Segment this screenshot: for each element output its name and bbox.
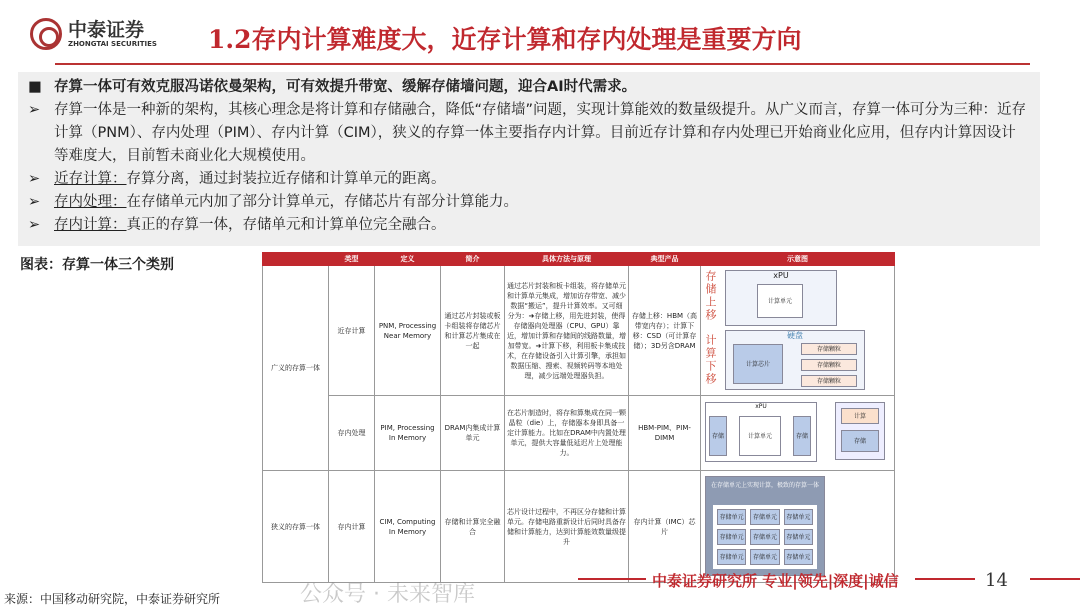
- arrow-bullet-icon: ➢: [28, 217, 41, 233]
- desc: 真正的存算一体，存储单元和计算单位完全融合。: [126, 217, 446, 233]
- particle-box: 存储颗粒: [801, 343, 857, 355]
- footer-line: [578, 578, 646, 580]
- method-cell: 芯片设计过程中，不再区分存储和计算单元。存储电路重新设计后同时具备存储和计算能力，达到计算能效数量级提升: [505, 471, 629, 583]
- term: 近存计算：: [54, 171, 127, 187]
- th: 典型产品: [629, 253, 701, 266]
- mem-box: 存储: [841, 430, 879, 452]
- intro-cell: 存储和计算完全融合: [441, 471, 505, 583]
- logo-en: ZHONGTAI SECURITIES: [68, 40, 157, 48]
- cell-box: 存储单元: [717, 549, 746, 565]
- cell-box: 存储单元: [784, 509, 813, 525]
- footer-line: [1030, 578, 1080, 580]
- def-cell: PIM, Processing In Memory: [375, 396, 441, 471]
- logo-icon: [30, 18, 62, 50]
- method-cell: 通过芯片封装和板卡组装，将存储单元和计算单元集成，增加访存带宽、减少数据“搬运”，提升计算效率。又可细分为：➜存储上移，用先进封装，使得存储器向处理器（CPU、GPU）靠近，增加计算和存储间的线路数量，增加带宽。➜计算下移，利用板卡集成技术，在存储设备引入计算引擎，承担如数据压缩、搜索、视频转码等本地处理，减少远端处理器负担。: [505, 266, 629, 396]
- xpu-box: xPU: [725, 270, 837, 326]
- th: 具体方法与原理: [505, 253, 629, 266]
- paragraph: 存算一体是一种新的架构，其核心理念是将计算和存储融合，降低“存储墙”问题，实现计算能效的数量级提升。从广义而言，存算一体可分为三种：近存计算（PNM）、存内处理（PIM）、存内计算（CIM），狭义的存算一体主要指存内计算。目前近存计算和存内处理已开始商业化应用，但存内计算因设计等难度大，目前暂未商业化大规模使用。: [54, 102, 1027, 164]
- footer-brand: 中泰证券研究所 专业|领先|深度|诚信: [652, 572, 899, 590]
- th: 示意图: [701, 253, 895, 266]
- product-cell: 存内计算（IMC）芯片: [629, 471, 701, 583]
- headline: 存算一体可有效克服冯诺依曼架构，可有效提升带宽、缓解存储墙问题，迎合AI时代需求。: [54, 79, 637, 95]
- cell-box: 存储单元: [750, 529, 779, 545]
- cell-box: 存储单元: [750, 549, 779, 565]
- company-logo: [30, 18, 157, 50]
- bullet-box: [18, 72, 1040, 246]
- cim-box: 在存储单元上实现计算，极致的存算一体: [705, 476, 825, 576]
- product-cell: HBM-PIM、PIM-DIMM: [629, 396, 701, 471]
- arrow-bullet-icon: ➢: [28, 194, 41, 210]
- intro-cell: 通过芯片封装或板卡组装将存储芯片和计算芯片集成在一起: [441, 266, 505, 396]
- arrow-bullet-icon: ➢: [28, 171, 41, 187]
- th: 类型: [329, 253, 375, 266]
- desc: 在存储单元内加了部分计算单元，存储芯片有部分计算能力。: [126, 194, 518, 210]
- desc: 存算分离，通过封装拉近存储和计算单元的距离。: [126, 171, 446, 187]
- square-bullet-icon: ■: [28, 79, 42, 95]
- cell-box: 存储单元: [784, 549, 813, 565]
- page-number: 14: [985, 570, 1008, 591]
- diagram-cim: [701, 471, 895, 583]
- cell-box: 存储单元: [717, 509, 746, 525]
- method-cell: 在芯片制造时，将存和算集成在同一颗晶粒（die）上，存储器本身即具备一定计算能力。比如在DRAM中内置处理单元，提供大容量低延迟片上处理能力。: [505, 396, 629, 471]
- table-header: [263, 253, 895, 266]
- cell-box: 存储单元: [784, 529, 813, 545]
- title-divider: [55, 63, 1030, 65]
- footer-line: [915, 578, 975, 580]
- mem-box: 存储: [709, 416, 727, 456]
- source-note: 来源：中国移动研究院，中泰证券研究所: [4, 592, 221, 606]
- category-cell: 广义的存算一体: [263, 266, 329, 471]
- diagram-pim: [701, 396, 895, 471]
- arrow-bullet-icon: ➢: [28, 102, 41, 118]
- table-row: [263, 396, 895, 471]
- particle-box: 存储颗粒: [801, 359, 857, 371]
- xpu-box: xPU: [705, 402, 817, 462]
- th: [263, 253, 329, 266]
- logo-cn: 中泰证券: [68, 19, 145, 41]
- logic-box: 计算: [841, 408, 879, 424]
- intro-cell: DRAM内集成计算单元: [441, 396, 505, 471]
- unit-box: 计算单元: [739, 416, 781, 456]
- figure-caption: 图表：存算一体三个类别: [20, 257, 174, 273]
- label: 计算下移: [704, 334, 717, 386]
- type-cell: 近存计算: [329, 266, 375, 396]
- type-cell: 存内处理: [329, 396, 375, 471]
- def-cell: CIM, Computing In Memory: [375, 471, 441, 583]
- cell-box: 存储单元: [750, 509, 779, 525]
- category-table: [262, 252, 895, 583]
- unit-box: 计算单元: [757, 284, 803, 318]
- label: 存储上移: [704, 270, 717, 322]
- mem-box: 存储: [793, 416, 811, 456]
- chip-box: 计算芯片: [733, 344, 783, 384]
- th: 简介: [441, 253, 505, 266]
- slide-title: 1.2存内计算难度大，近存计算和存内处理是重要方向: [208, 25, 802, 54]
- watermark: 公众号 · 未来智库: [300, 582, 475, 607]
- diagram-pnm: [701, 266, 895, 396]
- disk-box: 硬盘: [725, 330, 865, 390]
- table-row: [263, 471, 895, 583]
- def-cell: PNM, Processing Near Memory: [375, 266, 441, 396]
- product-cell: 存储上移：HBM（高带宽内存）；计算下移：CSD（可计算存储）；3D另含DRAM: [629, 266, 701, 396]
- type-cell: 存内计算: [329, 471, 375, 583]
- term: 存内处理：: [54, 194, 127, 210]
- category-cell: 狭义的存算一体: [263, 471, 329, 583]
- particle-box: 存储颗粒: [801, 375, 857, 387]
- table-row: [263, 266, 895, 396]
- th: 定义: [375, 253, 441, 266]
- cell-box: 存储单元: [717, 529, 746, 545]
- term: 存内计算：: [54, 217, 127, 233]
